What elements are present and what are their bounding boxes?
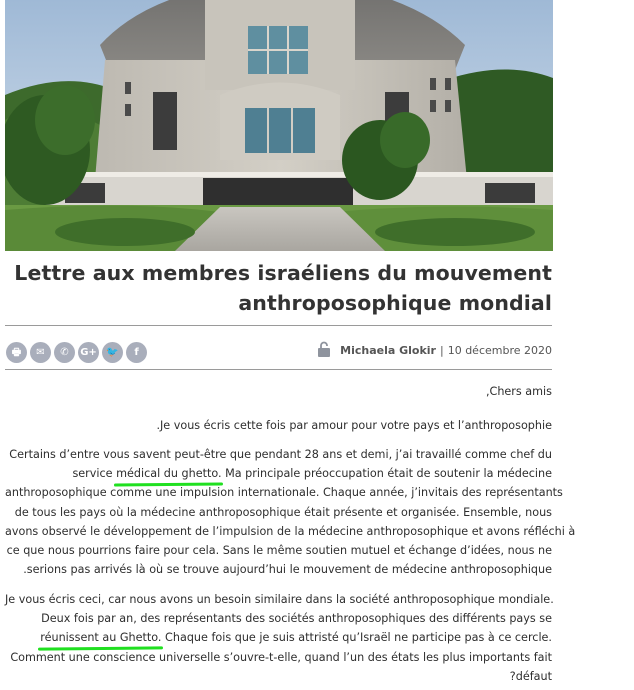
byline <box>316 341 552 360</box>
author-name[interactable]: Michaela Glokir <box>340 344 436 357</box>
hero-image <box>5 0 553 251</box>
text-line <box>5 464 552 483</box>
text-line: .serions pas arrivés là où se trouve aujourd’hui le mouvement de médecine anthroposophique <box>23 563 552 577</box>
divider-top <box>5 325 552 326</box>
paragraph-ghetto-service <box>5 445 576 579</box>
google-plus-icon[interactable]: G+ <box>78 342 99 363</box>
lock-icon <box>316 341 334 360</box>
text-span: service <box>72 467 117 481</box>
byline-separator: | <box>439 344 444 357</box>
twitter-icon[interactable]: 🐦 <box>102 342 123 363</box>
text-line: avons observé le développement de l’impulsion de la médecine anthroposophique et avons réfléchi à <box>5 524 576 538</box>
text-line: de tous les pays où la médecine anthroposophique était présente et organisée. Ensemble, nous <box>14 505 552 519</box>
text-line: Comment une conscience universelle s’ouvre-t-elle, quand l’un des états les plus importants fait <box>10 650 552 664</box>
greeting: ,Chers amis <box>485 385 552 398</box>
paragraph-world-society <box>5 590 552 686</box>
goetheanum-photo <box>5 0 553 251</box>
print-icon[interactable]: 🖶 <box>6 342 27 363</box>
share-bar <box>6 342 147 363</box>
text-line: Deux fois par an, des représentants des sociétés anthroposophiques des différents pays se <box>41 612 552 626</box>
article-title <box>5 258 552 318</box>
article-title-line-1: Lettre aux membres israéliens du mouvement <box>14 261 552 285</box>
text-line: Certains d’entre vous savent peut-être que pendant 28 ans et demi, j’ai travaillé comme chef du <box>9 448 552 461</box>
publish-date: 10 décembre 2020 <box>447 344 552 357</box>
text-line <box>5 628 552 647</box>
text-span: Ma principale préoccupation était de soutenir la médecine <box>221 467 552 481</box>
highlighted-phrase: médical du ghetto. <box>116 467 222 481</box>
article-title-line-2: anthroposophique mondial <box>238 291 552 315</box>
divider-bottom <box>5 369 552 370</box>
whatsapp-icon[interactable]: ✆ <box>54 342 75 363</box>
text-span: Chaque fois que je suis attristé qu’Israël ne participe pas à ce cercle. <box>161 631 552 645</box>
text-line: anthroposophique comme une impulsion internationale. Chaque année, j’invitais des représentants <box>5 486 563 500</box>
mail-icon[interactable]: ✉ <box>30 342 51 363</box>
facebook-icon[interactable]: f <box>126 342 147 363</box>
text-line: Je vous écris ceci, car nous avons un besoin similaire dans la société anthroposophique mondiale. <box>5 593 554 606</box>
intro-paragraph: .Je vous écris cette fois par amour pour votre pays et l’anthroposophie <box>156 419 552 432</box>
text-line: ce que nous pourrions faire pour cela. Sans le même soutien mutuel et échange d’idées, nous ne <box>6 544 552 558</box>
highlighted-phrase: réunissent au Ghetto. <box>40 631 162 645</box>
text-line: ?défaut <box>509 669 552 683</box>
